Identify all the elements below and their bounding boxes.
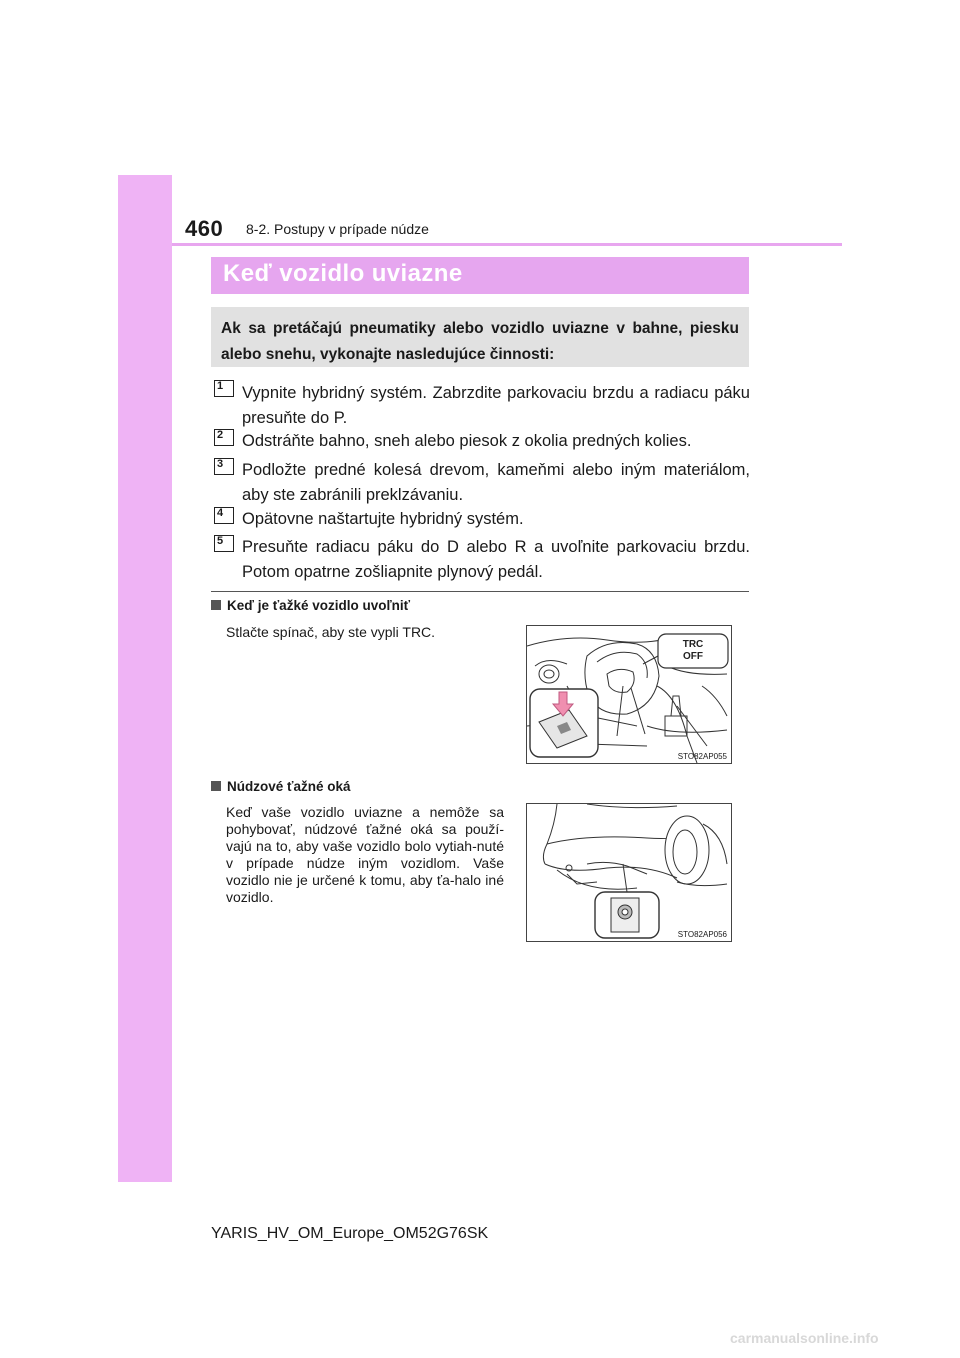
callout-off: OFF [683, 651, 703, 662]
figure-code: STO82AP055 [677, 752, 727, 761]
step-number: 5 [214, 535, 234, 552]
dashboard-illustration [527, 626, 731, 763]
trc-switch-figure [526, 625, 732, 764]
square-bullet-icon [211, 781, 221, 791]
subsection-heading [211, 598, 410, 613]
header-rule [172, 243, 842, 246]
page-number: 460 [185, 216, 224, 241]
page-title: Keď vozidlo uviazne [211, 257, 749, 294]
step-text: Odstráňte bahno, sneh alebo piesok z okolia predných kolies. [242, 432, 692, 450]
square-bullet-icon [211, 600, 221, 610]
towing-eyelet-figure [526, 803, 732, 942]
section-header: 8-2. Postupy v prípade núdze [246, 221, 429, 237]
step-text: Presuňte radiacu páku do D alebo R a uvoľnite parkovaciu brzdu. Potom opatrne zošliapnite plynový pedál. [242, 538, 750, 581]
intro-box [211, 307, 749, 367]
step-number: 2 [214, 429, 234, 446]
intro-text: Ak sa pretáčajú pneumatiky alebo vozidlo uviazne v bahne, piesku alebo snehu, vykonajte nasledujúce činnosti: [221, 320, 739, 363]
section-divider [211, 591, 749, 592]
subsection-heading-text: Núdzové ťažné oká [227, 779, 351, 794]
subsection-heading-text: Keď je ťažké vozidlo uvoľniť [227, 598, 411, 613]
footer-document-code: YARIS_HV_OM_Europe_OM52G76SK [211, 1225, 489, 1242]
callout-trc: TRC [682, 639, 704, 650]
step-text: Vypnite hybridný systém. Zabrzdite parkovaciu brzdu a radiacu páku presuňte do P. [242, 384, 750, 427]
step-text: Podložte predné kolesá drevom, kameňmi alebo iným materiálom, aby ste zabránili preklzávaniu. [242, 461, 750, 504]
step-text: Opätovne naštartujte hybridný systém. [242, 510, 524, 528]
vehicle-underside-illustration [527, 804, 731, 941]
subsection-text: Stlačte spínač, aby ste vypli TRC. [226, 624, 436, 640]
step-number: 4 [214, 507, 234, 524]
watermark: carmanualsonline.info [730, 1330, 879, 1346]
step-number: 1 [214, 380, 234, 397]
subsection-text: Keď vaše vozidlo uviazne a nemôže sa pohybovať, núdzové ťažné oká sa použí-vajú na to, aby vaše vozidlo bolo vytiah-nuté v prípade núdze iným vozidlom. Vaše vozidlo nie je určené k tomu, aby ťa-halo iné vozidlo. [226, 804, 504, 905]
chapter-sidebar-tab [118, 175, 172, 1182]
figure-code: STO82AP056 [677, 930, 727, 939]
step-number: 3 [214, 458, 234, 475]
subsection-heading [211, 779, 351, 794]
